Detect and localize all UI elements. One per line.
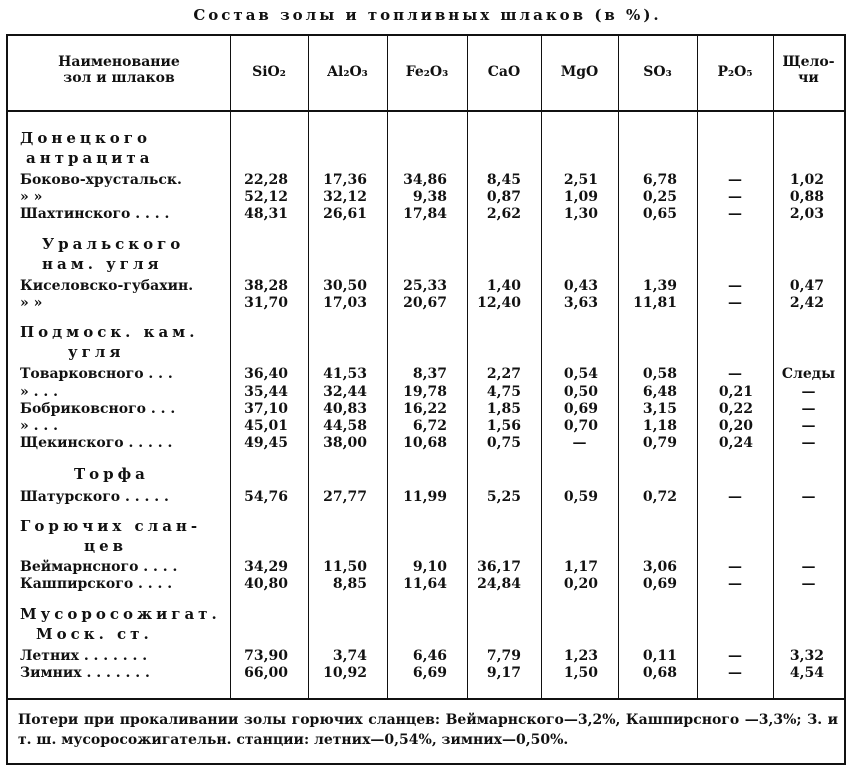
table-cell: 8,85	[332, 576, 367, 592]
table-cell: 0,20	[718, 418, 753, 434]
section-title	[20, 322, 198, 362]
table-cell: 17,36	[323, 172, 367, 188]
table-cell: —	[728, 559, 742, 575]
table-cell: 17,03	[323, 295, 367, 311]
table-cell: 0,47	[789, 278, 824, 294]
table-cell: 8,45	[486, 172, 521, 188]
table-cell: 1,30	[563, 206, 598, 222]
section-title	[20, 128, 153, 168]
table-cell: 0,24	[718, 435, 753, 451]
table-cell: 38,28	[244, 278, 288, 294]
table-cell: 0,21	[718, 384, 753, 400]
table-cell: 37,10	[244, 401, 288, 417]
table-cell: 0,11	[642, 648, 677, 664]
row-label: » »	[20, 295, 43, 311]
table-cell: —	[801, 576, 816, 592]
table-cell: 1,40	[486, 278, 521, 294]
row-label: Киселовско-губахин.	[20, 278, 194, 294]
table-cell: 6,46	[412, 648, 447, 664]
table-cell: 0,50	[563, 384, 598, 400]
section-title-line: Подмоск. кам.	[20, 323, 199, 341]
table-cell: 5,25	[486, 489, 521, 505]
header-sio2: SiO₂	[252, 64, 286, 80]
table-cell: 0,59	[563, 489, 598, 505]
data-table	[6, 34, 846, 765]
table-cell: 7,79	[486, 648, 521, 664]
row-label: Кашпирского . . . .	[20, 576, 173, 592]
table-cell: —	[728, 172, 742, 188]
table-cell: 1,17	[563, 559, 598, 575]
table-cell: 6,48	[642, 384, 677, 400]
table-cell: 27,77	[323, 489, 367, 505]
footer-divider	[8, 698, 844, 700]
table-cell: —	[801, 418, 816, 434]
table-cell: 0,88	[789, 189, 824, 205]
table-cell: 36,40	[244, 366, 288, 382]
header-name	[8, 54, 230, 86]
table-cell: 30,50	[323, 278, 367, 294]
header-mgo: MgO	[560, 64, 599, 80]
table-cell: 9,17	[486, 665, 521, 681]
table-cell: 4,54	[789, 665, 824, 681]
table-cell: 2,51	[563, 172, 598, 188]
section-title-line: цев	[84, 537, 128, 555]
section-title-line: Торфа	[74, 465, 149, 483]
table-cell: 32,44	[323, 384, 367, 400]
header-fe2o3: Fe₂O₃	[405, 64, 449, 80]
row-label: Шахтинского . . . .	[20, 206, 170, 222]
row-label: Щекинского . . . . .	[20, 435, 173, 451]
section-title-line: Уральского	[42, 235, 185, 253]
table-cell: —	[728, 278, 742, 294]
table-cell: 26,61	[323, 206, 367, 222]
header-alkali	[773, 54, 844, 86]
table-cell: 66,00	[244, 665, 288, 681]
table-cell: 54,76	[244, 489, 288, 505]
table-cell: 0,69	[642, 576, 677, 592]
table-cell: 2,27	[486, 366, 521, 382]
table-cell: 0,20	[563, 576, 598, 592]
table-cell: —	[728, 206, 742, 222]
table-cell: 8,37	[412, 366, 447, 382]
table-cell: 52,12	[244, 189, 288, 205]
table-cell: 1,09	[563, 189, 598, 205]
table-cell: 1,50	[563, 665, 598, 681]
table-cell: —	[728, 576, 742, 592]
row-label: Веймарнсного . . . .	[20, 559, 178, 575]
table-cell: —	[728, 189, 742, 205]
table-cell: —	[728, 489, 742, 505]
table-cell: 2,03	[789, 206, 824, 222]
header-name-line1: Наименование	[58, 54, 180, 70]
section-title-line: нам. угля	[42, 255, 163, 273]
table-cell: 49,45	[244, 435, 288, 451]
table-cell: 0,43	[563, 278, 598, 294]
table-cell: 0,75	[486, 435, 521, 451]
table-cell: 0,25	[642, 189, 677, 205]
header-divider	[8, 110, 844, 112]
table-cell: 11,81	[633, 295, 677, 311]
header-al2o3: Al₂O₃	[327, 64, 368, 80]
table-cell: 9,10	[412, 559, 447, 575]
row-label: Бобриковсного . . .	[20, 401, 176, 417]
table-cell: 9,38	[412, 189, 447, 205]
section-title-line: Моск. ст.	[36, 625, 153, 643]
table-cell: 73,90	[244, 648, 288, 664]
header-alkali-line1: Щело-	[782, 54, 835, 70]
table-cell: 3,63	[563, 295, 598, 311]
header-so3: SO₃	[643, 64, 672, 80]
header-p2o5: P₂O₅	[717, 64, 753, 80]
table-cell: 0,79	[642, 435, 677, 451]
table-cell: 44,58	[323, 418, 367, 434]
table-cell: 10,68	[403, 435, 447, 451]
table-cell: 0,70	[563, 418, 598, 434]
table-cell: 12,40	[477, 295, 521, 311]
table-cell: —	[728, 366, 742, 382]
table-cell: 17,84	[403, 206, 447, 222]
table-cell: 45,01	[244, 418, 288, 434]
table-cell: 40,80	[244, 576, 288, 592]
table-cell: 0,58	[642, 366, 677, 382]
table-cell: 25,33	[403, 278, 447, 294]
table-cell: 38,00	[323, 435, 367, 451]
table-cell: 0,69	[563, 401, 598, 417]
header-cao: CaO	[487, 64, 521, 80]
header-alkali-line2: чи	[798, 70, 819, 86]
row-label: » »	[20, 189, 43, 205]
table-cell: —	[572, 435, 587, 451]
table-cell: 2,62	[486, 206, 521, 222]
table-cell: 4,75	[486, 384, 521, 400]
section-title-line: угля	[68, 343, 125, 361]
table-cell: 0,54	[563, 366, 598, 382]
table-cell: 6,69	[412, 665, 447, 681]
table-cell: 1,85	[486, 401, 521, 417]
footer-note: Потери при прокаливании золы горючих сланцев: Веймарнского—3,2%, Кашпирсного —3,3%; З. и т. ш. мусоросожигательн. станции: летних—0,54%, зимних—0,50%.	[18, 712, 838, 748]
table-cell: 0,72	[642, 489, 677, 505]
row-label: Боково-хрустальск.	[20, 172, 182, 188]
section-title	[20, 604, 221, 644]
table-cell: 36,17	[477, 559, 521, 575]
row-label: » . . .	[20, 384, 58, 400]
table-cell: 0,22	[718, 401, 753, 417]
table-cell: 1,39	[642, 278, 677, 294]
row-label: Зимних . . . . . . .	[20, 665, 150, 681]
row-label: » . . .	[20, 418, 58, 434]
section-title-line: Горючих слан-	[20, 517, 202, 535]
table-cell: 31,70	[244, 295, 288, 311]
table-cell: —	[801, 489, 816, 505]
table-cell: 6,78	[642, 172, 677, 188]
table-cell: 0,87	[486, 189, 521, 205]
section-title-line: антрацита	[26, 149, 154, 167]
table-title: Состав золы и топливных шлаков (в %).	[193, 6, 662, 24]
table-cell: 11,99	[403, 489, 447, 505]
table-cell: 48,31	[244, 206, 288, 222]
table-cell: 24,84	[477, 576, 521, 592]
section-title-line: Мусоросожигат.	[20, 605, 221, 623]
table-cell: 3,32	[789, 648, 824, 664]
table-cell: 1,02	[789, 172, 824, 188]
table-cell: Следы	[781, 366, 836, 382]
table-cell: —	[728, 648, 742, 664]
header-name-line2: зол и шлаков	[63, 70, 175, 86]
table-cell: 20,67	[403, 295, 447, 311]
table-cell: 11,64	[403, 576, 447, 592]
table-cell: 2,42	[789, 295, 824, 311]
section-title	[74, 464, 149, 484]
table-cell: 3,06	[642, 559, 677, 575]
row-label: Летних . . . . . . .	[20, 648, 148, 664]
table-cell: 10,92	[323, 665, 367, 681]
table-cell: 34,86	[403, 172, 447, 188]
table-cell: 1,23	[563, 648, 598, 664]
table-cell: 40,83	[323, 401, 367, 417]
section-title	[20, 516, 201, 556]
table-cell: 3,74	[332, 648, 367, 664]
row-label: Товарковсного . . .	[20, 366, 173, 382]
table-cell: 19,78	[403, 384, 447, 400]
table-cell: 0,68	[642, 665, 677, 681]
table-cell: 0,65	[642, 206, 677, 222]
table-cell: —	[801, 435, 816, 451]
table-cell: 1,56	[486, 418, 521, 434]
table-cell: 41,53	[323, 366, 367, 382]
table-cell: —	[801, 384, 816, 400]
table-cell: 22,28	[244, 172, 288, 188]
table-cell: 16,22	[403, 401, 447, 417]
table-cell: —	[801, 559, 816, 575]
table-cell: —	[728, 295, 742, 311]
table-cell: 11,50	[323, 559, 367, 575]
section-title-line: Донецкого	[20, 129, 151, 147]
section-title	[42, 234, 184, 274]
table-cell: 35,44	[244, 384, 288, 400]
table-cell: —	[801, 401, 816, 417]
table-cell: 32,12	[323, 189, 367, 205]
row-label: Шатурского . . . . .	[20, 489, 169, 505]
table-cell: 6,72	[412, 418, 447, 434]
table-cell: 1,18	[642, 418, 677, 434]
table-cell: 3,15	[642, 401, 677, 417]
table-cell: —	[728, 665, 742, 681]
table-cell: 34,29	[244, 559, 288, 575]
